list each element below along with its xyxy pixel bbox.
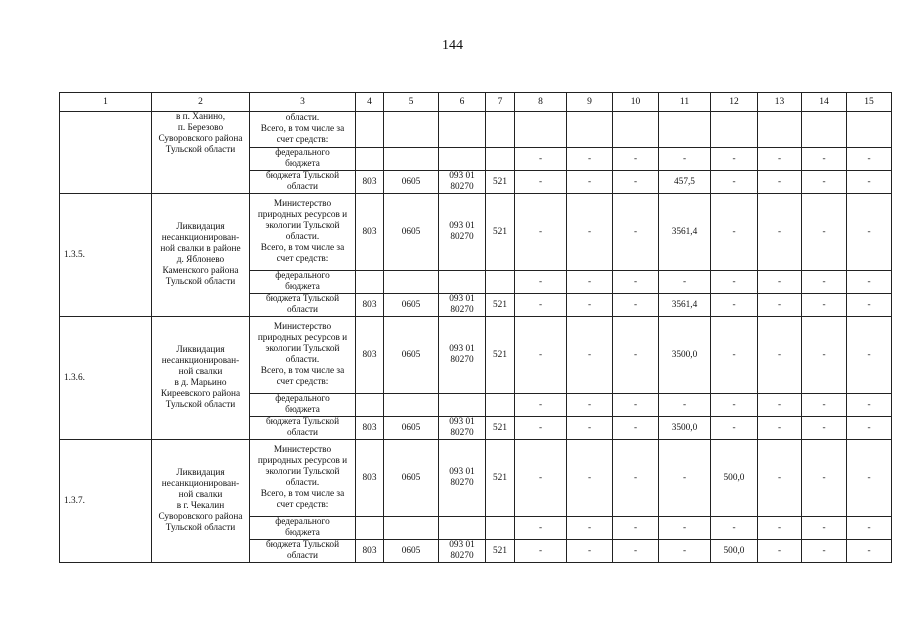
grbs-code-cell	[356, 271, 384, 294]
target-code-cell: 093 01 80270	[439, 194, 486, 271]
table-row	[60, 440, 892, 517]
year-value-cell: -	[711, 317, 758, 394]
target-code-cell	[439, 271, 486, 294]
expense-type-cell: 521	[486, 194, 515, 271]
grbs-code-cell	[356, 148, 384, 171]
section-code-cell	[384, 271, 439, 294]
year-value-cell: -	[567, 271, 613, 294]
grbs-code-cell: 803	[356, 417, 384, 440]
year-value-cell: -	[515, 417, 567, 440]
year-value-cell: -	[659, 271, 711, 294]
year-value-cell: -	[847, 540, 892, 563]
year-value-cell: -	[758, 194, 802, 271]
year-value-cell: 3561,4	[659, 194, 711, 271]
column-header: 11	[659, 93, 711, 112]
year-value-cell: -	[567, 317, 613, 394]
funding-source-cell: области. Всего, в том числе за счет средств:	[250, 112, 356, 148]
table-row	[60, 112, 892, 148]
year-value-cell: -	[711, 294, 758, 317]
year-value-cell: -	[613, 517, 659, 540]
year-value-cell: -	[567, 294, 613, 317]
year-value-cell: -	[847, 517, 892, 540]
expense-type-cell	[486, 148, 515, 171]
year-value-cell: -	[802, 294, 847, 317]
year-value-cell: -	[711, 417, 758, 440]
item-number-cell	[60, 112, 152, 194]
item-number-cell: 1.3.7.	[60, 440, 152, 563]
item-name-cell: Ликвидация несанкционирован- ной свалки в д. Марьино Киреевского района Тульской области	[152, 317, 250, 440]
year-value-cell: -	[515, 394, 567, 417]
grbs-code-cell: 803	[356, 440, 384, 517]
year-value-cell: -	[802, 271, 847, 294]
section-code-cell: 0605	[384, 194, 439, 271]
grbs-code-cell	[356, 394, 384, 417]
grbs-code-cell: 803	[356, 171, 384, 194]
year-value-cell: -	[847, 271, 892, 294]
expense-type-cell	[486, 394, 515, 417]
expense-type-cell: 521	[486, 540, 515, 563]
column-header: 14	[802, 93, 847, 112]
column-header: 2	[152, 93, 250, 112]
section-code-cell: 0605	[384, 540, 439, 563]
year-value-cell: 500,0	[711, 440, 758, 517]
column-header: 3	[250, 93, 356, 112]
year-value-cell: -	[711, 194, 758, 271]
year-value-cell: -	[847, 317, 892, 394]
column-header: 13	[758, 93, 802, 112]
section-code-cell: 0605	[384, 417, 439, 440]
year-value-cell: -	[847, 171, 892, 194]
expense-type-cell	[486, 517, 515, 540]
year-value-cell: -	[847, 294, 892, 317]
year-value-cell: -	[567, 171, 613, 194]
year-value-cell: -	[613, 417, 659, 440]
year-value-cell: -	[847, 194, 892, 271]
year-value-cell: -	[758, 417, 802, 440]
expense-type-cell: 521	[486, 171, 515, 194]
funding-source-cell: федерального бюджета	[250, 517, 356, 540]
year-value-cell: -	[567, 517, 613, 540]
year-value-cell: -	[613, 171, 659, 194]
grbs-code-cell	[356, 112, 384, 148]
year-value-cell: -	[613, 540, 659, 563]
item-name-cell: Ликвидация несанкционирован- ной свалки в г. Чекалин Суворовского района Тульской области	[152, 440, 250, 563]
column-header: 4	[356, 93, 384, 112]
year-value-cell: -	[515, 148, 567, 171]
target-code-cell: 093 01 80270	[439, 540, 486, 563]
year-value-cell: -	[802, 171, 847, 194]
page-number: 144	[442, 38, 463, 53]
year-value-cell: -	[802, 417, 847, 440]
table-row	[60, 194, 892, 271]
year-value-cell: -	[711, 271, 758, 294]
section-code-cell	[384, 394, 439, 417]
year-value-cell: -	[659, 148, 711, 171]
funding-source-cell: бюджета Тульской области	[250, 171, 356, 194]
column-header: 9	[567, 93, 613, 112]
year-value-cell: -	[847, 417, 892, 440]
year-value-cell	[613, 112, 659, 148]
section-code-cell: 0605	[384, 294, 439, 317]
year-value-cell: -	[659, 540, 711, 563]
column-header: 12	[711, 93, 758, 112]
expense-type-cell: 521	[486, 294, 515, 317]
year-value-cell: -	[515, 440, 567, 517]
column-header: 8	[515, 93, 567, 112]
year-value-cell: -	[758, 271, 802, 294]
year-value-cell	[567, 112, 613, 148]
year-value-cell: -	[802, 394, 847, 417]
expense-type-cell: 521	[486, 317, 515, 394]
year-value-cell: -	[515, 294, 567, 317]
grbs-code-cell: 803	[356, 294, 384, 317]
year-value-cell: -	[847, 394, 892, 417]
year-value-cell: -	[758, 517, 802, 540]
year-value-cell: -	[711, 148, 758, 171]
section-code-cell	[384, 517, 439, 540]
header-row	[60, 93, 892, 112]
year-value-cell: -	[802, 148, 847, 171]
year-value-cell: -	[613, 294, 659, 317]
funding-source-cell: федерального бюджета	[250, 148, 356, 171]
column-header: 7	[486, 93, 515, 112]
target-code-cell	[439, 394, 486, 417]
year-value-cell: -	[758, 540, 802, 563]
grbs-code-cell: 803	[356, 317, 384, 394]
year-value-cell: -	[515, 517, 567, 540]
year-value-cell: -	[515, 194, 567, 271]
grbs-code-cell	[356, 517, 384, 540]
year-value-cell: -	[659, 394, 711, 417]
section-code-cell	[384, 148, 439, 171]
year-value-cell: -	[802, 317, 847, 394]
year-value-cell: -	[711, 517, 758, 540]
year-value-cell: -	[802, 540, 847, 563]
target-code-cell: 093 01 80270	[439, 294, 486, 317]
year-value-cell: -	[515, 171, 567, 194]
year-value-cell: -	[659, 517, 711, 540]
funding-source-cell: федерального бюджета	[250, 271, 356, 294]
year-value-cell: 3500,0	[659, 317, 711, 394]
funding-source-cell: Министерство природных ресурсов и экологии Тульской области. Всего, в том числе за счет средств:	[250, 194, 356, 271]
column-header: 10	[613, 93, 659, 112]
funding-source-cell: бюджета Тульской области	[250, 417, 356, 440]
item-name-cell: в п. Ханино, п. Березово Суворовского района Тульской области	[152, 112, 250, 194]
year-value-cell: -	[711, 171, 758, 194]
grbs-code-cell: 803	[356, 194, 384, 271]
funding-source-cell: федерального бюджета	[250, 394, 356, 417]
funding-source-cell: бюджета Тульской области	[250, 540, 356, 563]
year-value-cell: -	[567, 194, 613, 271]
item-name-cell: Ликвидация несанкционирован- ной свалки в районе д. Яблонево Каменского района Тульской области	[152, 194, 250, 317]
item-number-cell: 1.3.6.	[60, 317, 152, 440]
year-value-cell: -	[567, 417, 613, 440]
expense-type-cell	[486, 112, 515, 148]
year-value-cell: -	[613, 440, 659, 517]
year-value-cell: -	[515, 317, 567, 394]
year-value-cell	[847, 112, 892, 148]
year-value-cell: -	[758, 317, 802, 394]
year-value-cell: 457,5	[659, 171, 711, 194]
target-code-cell	[439, 517, 486, 540]
year-value-cell: -	[802, 194, 847, 271]
year-value-cell	[711, 112, 758, 148]
funding-source-cell: бюджета Тульской области	[250, 294, 356, 317]
year-value-cell: -	[567, 440, 613, 517]
grbs-code-cell: 803	[356, 540, 384, 563]
year-value-cell: -	[802, 440, 847, 517]
year-value-cell: -	[758, 440, 802, 517]
year-value-cell: -	[567, 540, 613, 563]
table-row	[60, 317, 892, 394]
expense-type-cell: 521	[486, 417, 515, 440]
year-value-cell: -	[567, 394, 613, 417]
year-value-cell: -	[613, 148, 659, 171]
year-value-cell: -	[711, 394, 758, 417]
year-value-cell: -	[758, 171, 802, 194]
funding-source-cell: Министерство природных ресурсов и экологии Тульской области. Всего, в том числе за счет средств:	[250, 440, 356, 517]
funding-source-cell: Министерство природных ресурсов и экологии Тульской области. Всего, в том числе за счет средств:	[250, 317, 356, 394]
year-value-cell: -	[758, 294, 802, 317]
year-value-cell: -	[659, 440, 711, 517]
year-value-cell: 500,0	[711, 540, 758, 563]
year-value-cell: -	[613, 394, 659, 417]
year-value-cell: -	[567, 148, 613, 171]
year-value-cell: -	[613, 194, 659, 271]
year-value-cell: 3500,0	[659, 417, 711, 440]
target-code-cell	[439, 112, 486, 148]
year-value-cell	[659, 112, 711, 148]
target-code-cell	[439, 148, 486, 171]
year-value-cell: -	[802, 517, 847, 540]
year-value-cell: -	[758, 148, 802, 171]
year-value-cell: -	[515, 271, 567, 294]
year-value-cell: -	[515, 540, 567, 563]
year-value-cell: -	[847, 148, 892, 171]
target-code-cell: 093 01 80270	[439, 171, 486, 194]
expense-type-cell: 521	[486, 440, 515, 517]
year-value-cell	[758, 112, 802, 148]
target-code-cell: 093 01 80270	[439, 317, 486, 394]
section-code-cell: 0605	[384, 440, 439, 517]
target-code-cell: 093 01 80270	[439, 417, 486, 440]
year-value-cell: -	[613, 271, 659, 294]
expense-type-cell	[486, 271, 515, 294]
year-value-cell	[515, 112, 567, 148]
year-value-cell	[802, 112, 847, 148]
target-code-cell: 093 01 80270	[439, 440, 486, 517]
section-code-cell: 0605	[384, 317, 439, 394]
item-number-cell: 1.3.5.	[60, 194, 152, 317]
column-header: 5	[384, 93, 439, 112]
year-value-cell: -	[758, 394, 802, 417]
section-code-cell: 0605	[384, 171, 439, 194]
section-code-cell	[384, 112, 439, 148]
year-value-cell: 3561,4	[659, 294, 711, 317]
column-header: 15	[847, 93, 892, 112]
year-value-cell: -	[613, 317, 659, 394]
budget-table	[59, 92, 892, 563]
column-header: 1	[60, 93, 152, 112]
column-header: 6	[439, 93, 486, 112]
year-value-cell: -	[847, 440, 892, 517]
